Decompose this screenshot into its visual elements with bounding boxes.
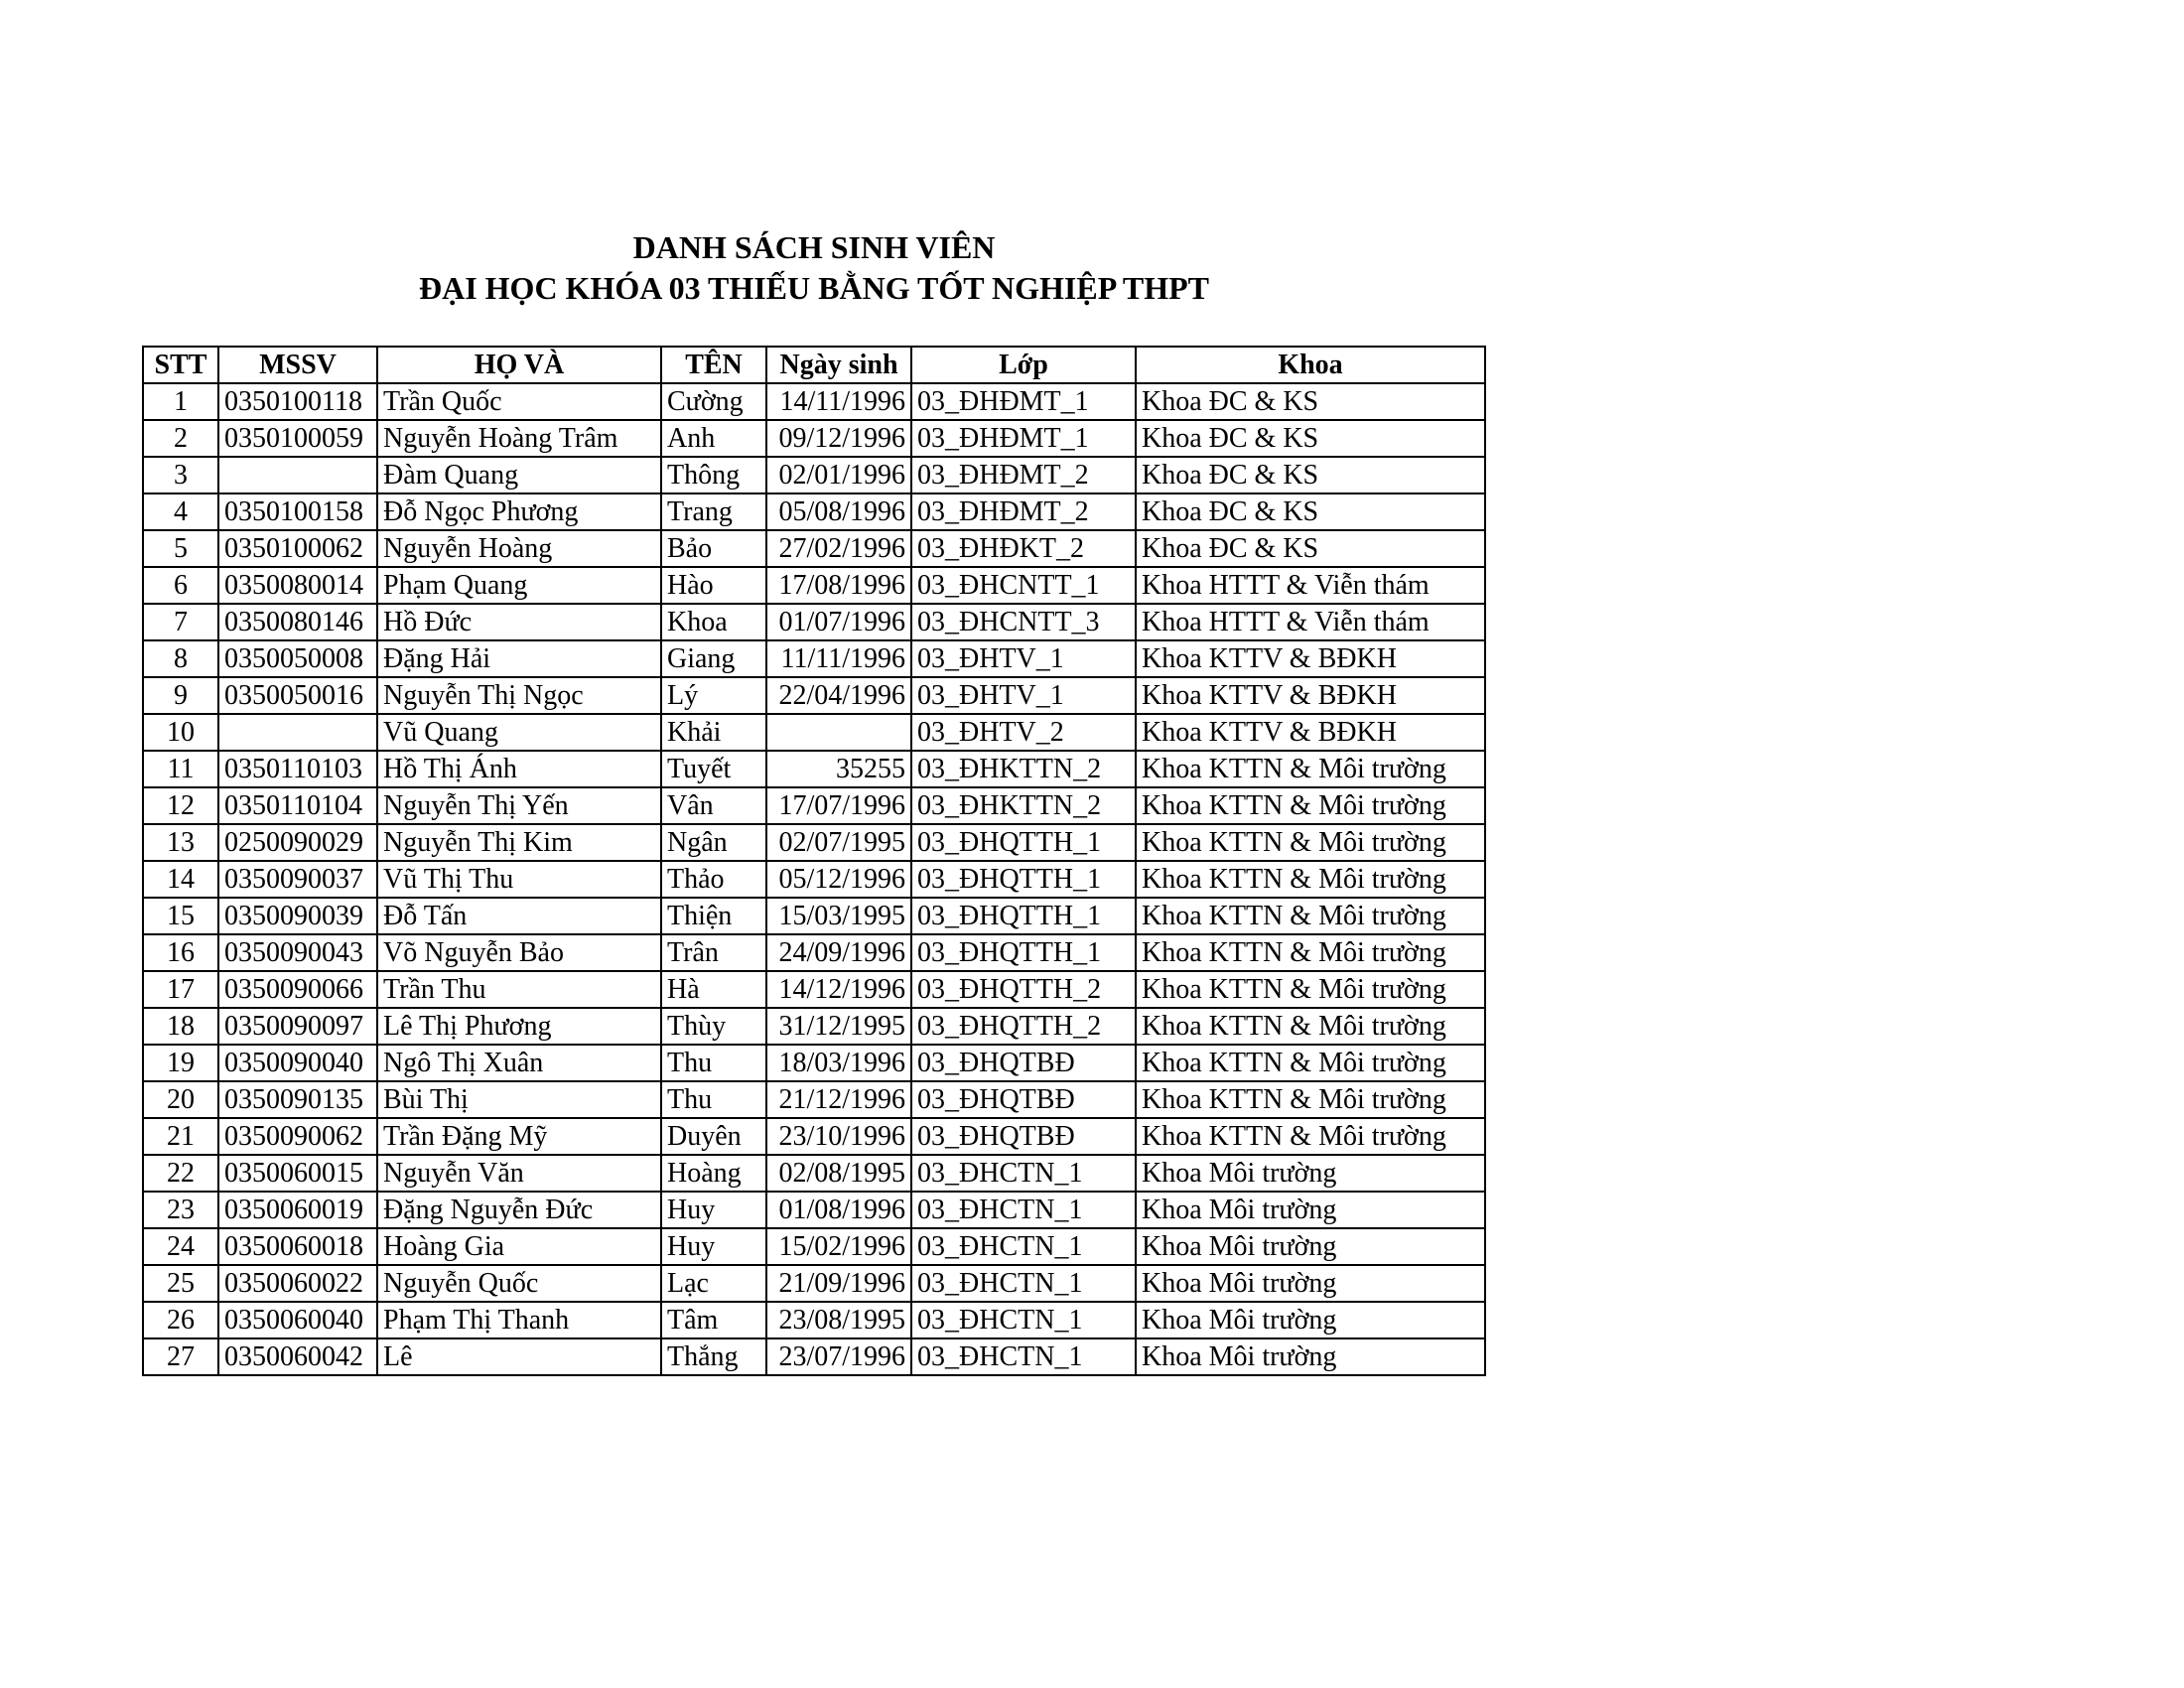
cell-ho-va: Nguyễn Thị Yến: [377, 787, 661, 824]
cell-ten: Trang: [661, 493, 766, 530]
cell-lop: 03_ĐHTV_1: [911, 640, 1136, 677]
header-lop: Lớp: [911, 347, 1136, 383]
table-row: [143, 1081, 1485, 1118]
cell-ho-va: Nguyễn Thị Ngọc: [377, 677, 661, 714]
cell-ho-va: Nguyễn Quốc: [377, 1265, 661, 1302]
cell-ho-va: Phạm Thị Thanh: [377, 1302, 661, 1338]
cell-stt: 16: [143, 934, 218, 971]
cell-lop: 03_ĐHTV_1: [911, 677, 1136, 714]
header-khoa: Khoa: [1136, 347, 1485, 383]
cell-stt: 15: [143, 898, 218, 934]
cell-mssv: 0350090097: [218, 1008, 377, 1045]
cell-ngay-sinh: 18/03/1996: [766, 1045, 911, 1081]
cell-ho-va: Lê: [377, 1338, 661, 1375]
cell-stt: 23: [143, 1192, 218, 1228]
cell-ten: Lý: [661, 677, 766, 714]
cell-khoa: Khoa KTTN & Môi trường: [1136, 861, 1485, 898]
table-row: [143, 493, 1485, 530]
table-row: [143, 457, 1485, 493]
cell-ten: Giang: [661, 640, 766, 677]
cell-khoa: Khoa KTTN & Môi trường: [1136, 971, 1485, 1008]
cell-ten: Tuyết: [661, 751, 766, 787]
cell-stt: 17: [143, 971, 218, 1008]
cell-ho-va: Ngô Thị Xuân: [377, 1045, 661, 1081]
cell-ngay-sinh: 05/08/1996: [766, 493, 911, 530]
cell-khoa: Khoa Môi trường: [1136, 1265, 1485, 1302]
cell-ngay-sinh: 15/02/1996: [766, 1228, 911, 1265]
cell-mssv: 0350090040: [218, 1045, 377, 1081]
cell-mssv: 0350050016: [218, 677, 377, 714]
cell-stt: 26: [143, 1302, 218, 1338]
cell-mssv: 0350090039: [218, 898, 377, 934]
cell-ngay-sinh: 21/09/1996: [766, 1265, 911, 1302]
cell-lop: 03_ĐHQTTH_1: [911, 898, 1136, 934]
cell-stt: 19: [143, 1045, 218, 1081]
cell-ho-va: Vũ Thị Thu: [377, 861, 661, 898]
cell-ngay-sinh: 23/08/1995: [766, 1302, 911, 1338]
table-row: [143, 640, 1485, 677]
cell-mssv: 0350080014: [218, 567, 377, 604]
cell-khoa: Khoa KTTN & Môi trường: [1136, 787, 1485, 824]
cell-ngay-sinh: 02/08/1995: [766, 1155, 911, 1192]
cell-ho-va: Phạm Quang: [377, 567, 661, 604]
cell-ten: Tâm: [661, 1302, 766, 1338]
cell-ho-va: Nguyễn Hoàng Trâm: [377, 420, 661, 457]
cell-ten: Vân: [661, 787, 766, 824]
cell-lop: 03_ĐHQTBĐ: [911, 1045, 1136, 1081]
cell-khoa: Khoa KTTN & Môi trường: [1136, 1081, 1485, 1118]
cell-ngay-sinh: 21/12/1996: [766, 1081, 911, 1118]
cell-lop: 03_ĐHQTTH_1: [911, 934, 1136, 971]
cell-stt: 1: [143, 383, 218, 420]
cell-ngay-sinh: 17/08/1996: [766, 567, 911, 604]
cell-ho-va: Trần Thu: [377, 971, 661, 1008]
cell-ten: Thùy: [661, 1008, 766, 1045]
document-subtitle: ĐẠI HỌC KHÓA 03 THIẾU BẰNG TỐT NGHIỆP THPT: [418, 270, 1210, 306]
cell-ten: Hoàng: [661, 1155, 766, 1192]
cell-lop: 03_ĐHTV_2: [911, 714, 1136, 751]
cell-ten: Khải: [661, 714, 766, 751]
cell-mssv: 0350050008: [218, 640, 377, 677]
cell-khoa: Khoa Môi trường: [1136, 1228, 1485, 1265]
cell-ho-va: Trần Quốc: [377, 383, 661, 420]
cell-khoa: Khoa Môi trường: [1136, 1192, 1485, 1228]
cell-mssv: 0350060019: [218, 1192, 377, 1228]
student-table: [142, 346, 1486, 1376]
cell-mssv: 0350100062: [218, 530, 377, 567]
cell-ho-va: Đỗ Ngọc Phương: [377, 493, 661, 530]
cell-lop: 03_ĐHĐKT_2: [911, 530, 1136, 567]
table-row: [143, 420, 1485, 457]
cell-mssv: 0350060018: [218, 1228, 377, 1265]
cell-ho-va: Hồ Thị Ánh: [377, 751, 661, 787]
cell-khoa: Khoa Môi trường: [1136, 1338, 1485, 1375]
table-row: [143, 567, 1485, 604]
cell-ngay-sinh: 23/10/1996: [766, 1118, 911, 1155]
cell-mssv: 0350110104: [218, 787, 377, 824]
cell-ngay-sinh: 17/07/1996: [766, 787, 911, 824]
table-row: [143, 1265, 1485, 1302]
cell-ngay-sinh: 02/01/1996: [766, 457, 911, 493]
cell-mssv: 0350090043: [218, 934, 377, 971]
cell-mssv: 0350080146: [218, 604, 377, 640]
cell-ten: Thu: [661, 1081, 766, 1118]
cell-ten: Duyên: [661, 1118, 766, 1155]
table-row: [143, 1192, 1485, 1228]
cell-stt: 11: [143, 751, 218, 787]
cell-ten: Thu: [661, 1045, 766, 1081]
cell-ngay-sinh: 31/12/1995: [766, 1008, 911, 1045]
cell-ngay-sinh: 05/12/1996: [766, 861, 911, 898]
table-row: [143, 751, 1485, 787]
cell-stt: 12: [143, 787, 218, 824]
cell-khoa: Khoa HTTT & Viễn thám: [1136, 604, 1485, 640]
cell-lop: 03_ĐHCNTT_3: [911, 604, 1136, 640]
cell-ho-va: Vũ Quang: [377, 714, 661, 751]
cell-ten: Thiện: [661, 898, 766, 934]
cell-ho-va: Đàm Quang: [377, 457, 661, 493]
cell-stt: 27: [143, 1338, 218, 1375]
cell-khoa: Khoa KTTN & Môi trường: [1136, 751, 1485, 787]
cell-lop: 03_ĐHKTTN_2: [911, 751, 1136, 787]
cell-mssv: 0350090135: [218, 1081, 377, 1118]
cell-ten: Cường: [661, 383, 766, 420]
header-stt: STT: [143, 347, 218, 383]
cell-ho-va: Nguyễn Hoàng: [377, 530, 661, 567]
cell-ten: Thắng: [661, 1338, 766, 1375]
cell-lop: 03_ĐHCTN_1: [911, 1228, 1136, 1265]
cell-mssv: 0350100118: [218, 383, 377, 420]
cell-ngay-sinh: 01/08/1996: [766, 1192, 911, 1228]
cell-ho-va: Trần Đặng Mỹ: [377, 1118, 661, 1155]
cell-ngay-sinh: 02/07/1995: [766, 824, 911, 861]
cell-khoa: Khoa ĐC & KS: [1136, 530, 1485, 567]
cell-lop: 03_ĐHĐMT_1: [911, 420, 1136, 457]
cell-ten: Lạc: [661, 1265, 766, 1302]
cell-ten: Ngân: [661, 824, 766, 861]
cell-ho-va: Đặng Nguyễn Đức: [377, 1192, 661, 1228]
cell-mssv: 0350060040: [218, 1302, 377, 1338]
cell-stt: 13: [143, 824, 218, 861]
cell-stt: 7: [143, 604, 218, 640]
cell-mssv: 0350090037: [218, 861, 377, 898]
cell-lop: 03_ĐHCTN_1: [911, 1302, 1136, 1338]
cell-ten: Huy: [661, 1192, 766, 1228]
cell-ho-va: Nguyễn Thị Kim: [377, 824, 661, 861]
cell-khoa: Khoa Môi trường: [1136, 1302, 1485, 1338]
cell-khoa: Khoa KTTV & BĐKH: [1136, 640, 1485, 677]
table-row: [143, 1045, 1485, 1081]
cell-ngay-sinh: 22/04/1996: [766, 677, 911, 714]
cell-ngay-sinh: [766, 714, 911, 751]
cell-ngay-sinh: 24/09/1996: [766, 934, 911, 971]
table-row: [143, 898, 1485, 934]
cell-khoa: Khoa KTTN & Môi trường: [1136, 1008, 1485, 1045]
header-ho-va: HỌ VÀ: [377, 347, 661, 383]
cell-lop: 03_ĐHQTTH_1: [911, 824, 1136, 861]
cell-ngay-sinh: 27/02/1996: [766, 530, 911, 567]
cell-stt: 8: [143, 640, 218, 677]
table-row: [143, 1118, 1485, 1155]
cell-lop: 03_ĐHCTN_1: [911, 1155, 1136, 1192]
document-title: DANH SÁCH SINH VIÊN: [632, 229, 996, 265]
cell-ngay-sinh: 14/12/1996: [766, 971, 911, 1008]
table-row: [143, 971, 1485, 1008]
cell-stt: 18: [143, 1008, 218, 1045]
cell-stt: 10: [143, 714, 218, 751]
cell-ngay-sinh: 14/11/1996: [766, 383, 911, 420]
table-row: [143, 714, 1485, 751]
cell-ho-va: Nguyễn Văn: [377, 1155, 661, 1192]
table-row: [143, 1228, 1485, 1265]
cell-lop: 03_ĐHQTTH_2: [911, 1008, 1136, 1045]
cell-stt: 4: [143, 493, 218, 530]
cell-stt: 6: [143, 567, 218, 604]
cell-lop: 03_ĐHQTTH_1: [911, 861, 1136, 898]
cell-lop: 03_ĐHCTN_1: [911, 1192, 1136, 1228]
cell-lop: 03_ĐHĐMT_2: [911, 457, 1136, 493]
cell-ho-va: Võ Nguyễn Bảo: [377, 934, 661, 971]
cell-ten: Anh: [661, 420, 766, 457]
table-row: [143, 861, 1485, 898]
table-row: [143, 934, 1485, 971]
cell-stt: 24: [143, 1228, 218, 1265]
cell-lop: 03_ĐHĐMT_1: [911, 383, 1136, 420]
cell-ngay-sinh: 35255: [766, 751, 911, 787]
cell-ngay-sinh: 11/11/1996: [766, 640, 911, 677]
cell-khoa: Khoa ĐC & KS: [1136, 493, 1485, 530]
cell-ten: Huy: [661, 1228, 766, 1265]
cell-stt: 3: [143, 457, 218, 493]
cell-lop: 03_ĐHĐMT_2: [911, 493, 1136, 530]
cell-mssv: 0250090029: [218, 824, 377, 861]
table-row: [143, 1155, 1485, 1192]
cell-ten: Bảo: [661, 530, 766, 567]
cell-mssv: 0350060015: [218, 1155, 377, 1192]
cell-mssv: 0350100158: [218, 493, 377, 530]
cell-lop: 03_ĐHCTN_1: [911, 1338, 1136, 1375]
cell-ho-va: Hồ Đức: [377, 604, 661, 640]
cell-ho-va: Lê Thị Phương: [377, 1008, 661, 1045]
cell-khoa: Khoa KTTV & BĐKH: [1136, 714, 1485, 751]
table-row: [143, 1338, 1485, 1375]
cell-stt: 22: [143, 1155, 218, 1192]
cell-lop: 03_ĐHCTN_1: [911, 1265, 1136, 1302]
cell-khoa: Khoa KTTN & Môi trường: [1136, 1118, 1485, 1155]
cell-ten: Khoa: [661, 604, 766, 640]
cell-mssv: 0350060042: [218, 1338, 377, 1375]
cell-ngay-sinh: 15/03/1995: [766, 898, 911, 934]
cell-ho-va: Bùi Thị: [377, 1081, 661, 1118]
cell-khoa: Khoa ĐC & KS: [1136, 420, 1485, 457]
cell-ten: Thảo: [661, 861, 766, 898]
cell-khoa: Khoa ĐC & KS: [1136, 457, 1485, 493]
cell-stt: 9: [143, 677, 218, 714]
cell-khoa: Khoa Môi trường: [1136, 1155, 1485, 1192]
table-header-row: [143, 347, 1485, 383]
cell-ngay-sinh: 01/07/1996: [766, 604, 911, 640]
cell-lop: 03_ĐHCNTT_1: [911, 567, 1136, 604]
cell-khoa: Khoa KTTN & Môi trường: [1136, 1045, 1485, 1081]
cell-khoa: Khoa KTTV & BĐKH: [1136, 677, 1485, 714]
cell-stt: 14: [143, 861, 218, 898]
table-body: [143, 383, 1485, 1375]
cell-khoa: Khoa ĐC & KS: [1136, 383, 1485, 420]
cell-stt: 20: [143, 1081, 218, 1118]
header-mssv: MSSV: [218, 347, 377, 383]
table-row: [143, 383, 1485, 420]
cell-ho-va: Đỗ Tấn: [377, 898, 661, 934]
cell-stt: 5: [143, 530, 218, 567]
cell-lop: 03_ĐHQTBĐ: [911, 1118, 1136, 1155]
cell-mssv: 0350100059: [218, 420, 377, 457]
cell-mssv: 0350060022: [218, 1265, 377, 1302]
cell-ho-va: Hoàng Gia: [377, 1228, 661, 1265]
cell-lop: 03_ĐHQTBĐ: [911, 1081, 1136, 1118]
table-row: [143, 1302, 1485, 1338]
cell-stt: 25: [143, 1265, 218, 1302]
cell-lop: 03_ĐHQTTH_2: [911, 971, 1136, 1008]
cell-ten: Thông: [661, 457, 766, 493]
cell-stt: 2: [143, 420, 218, 457]
table-row: [143, 530, 1485, 567]
cell-mssv: [218, 457, 377, 493]
cell-ho-va: Đặng Hải: [377, 640, 661, 677]
cell-ten: Trân: [661, 934, 766, 971]
cell-ngay-sinh: 09/12/1996: [766, 420, 911, 457]
cell-khoa: Khoa KTTN & Môi trường: [1136, 898, 1485, 934]
cell-mssv: 0350110103: [218, 751, 377, 787]
table-row: [143, 1008, 1485, 1045]
header-ngay-sinh: Ngày sinh: [766, 347, 911, 383]
cell-mssv: 0350090066: [218, 971, 377, 1008]
cell-lop: 03_ĐHKTTN_2: [911, 787, 1136, 824]
table-row: [143, 677, 1485, 714]
cell-khoa: Khoa KTTN & Môi trường: [1136, 824, 1485, 861]
table-row: [143, 604, 1485, 640]
cell-mssv: 0350090062: [218, 1118, 377, 1155]
cell-khoa: Khoa HTTT & Viễn thám: [1136, 567, 1485, 604]
header-ten: TÊN: [661, 347, 766, 383]
cell-ngay-sinh: 23/07/1996: [766, 1338, 911, 1375]
table-row: [143, 824, 1485, 861]
cell-stt: 21: [143, 1118, 218, 1155]
cell-ten: Hà: [661, 971, 766, 1008]
table-row: [143, 787, 1485, 824]
cell-ten: Hào: [661, 567, 766, 604]
cell-mssv: [218, 714, 377, 751]
cell-khoa: Khoa KTTN & Môi trường: [1136, 934, 1485, 971]
